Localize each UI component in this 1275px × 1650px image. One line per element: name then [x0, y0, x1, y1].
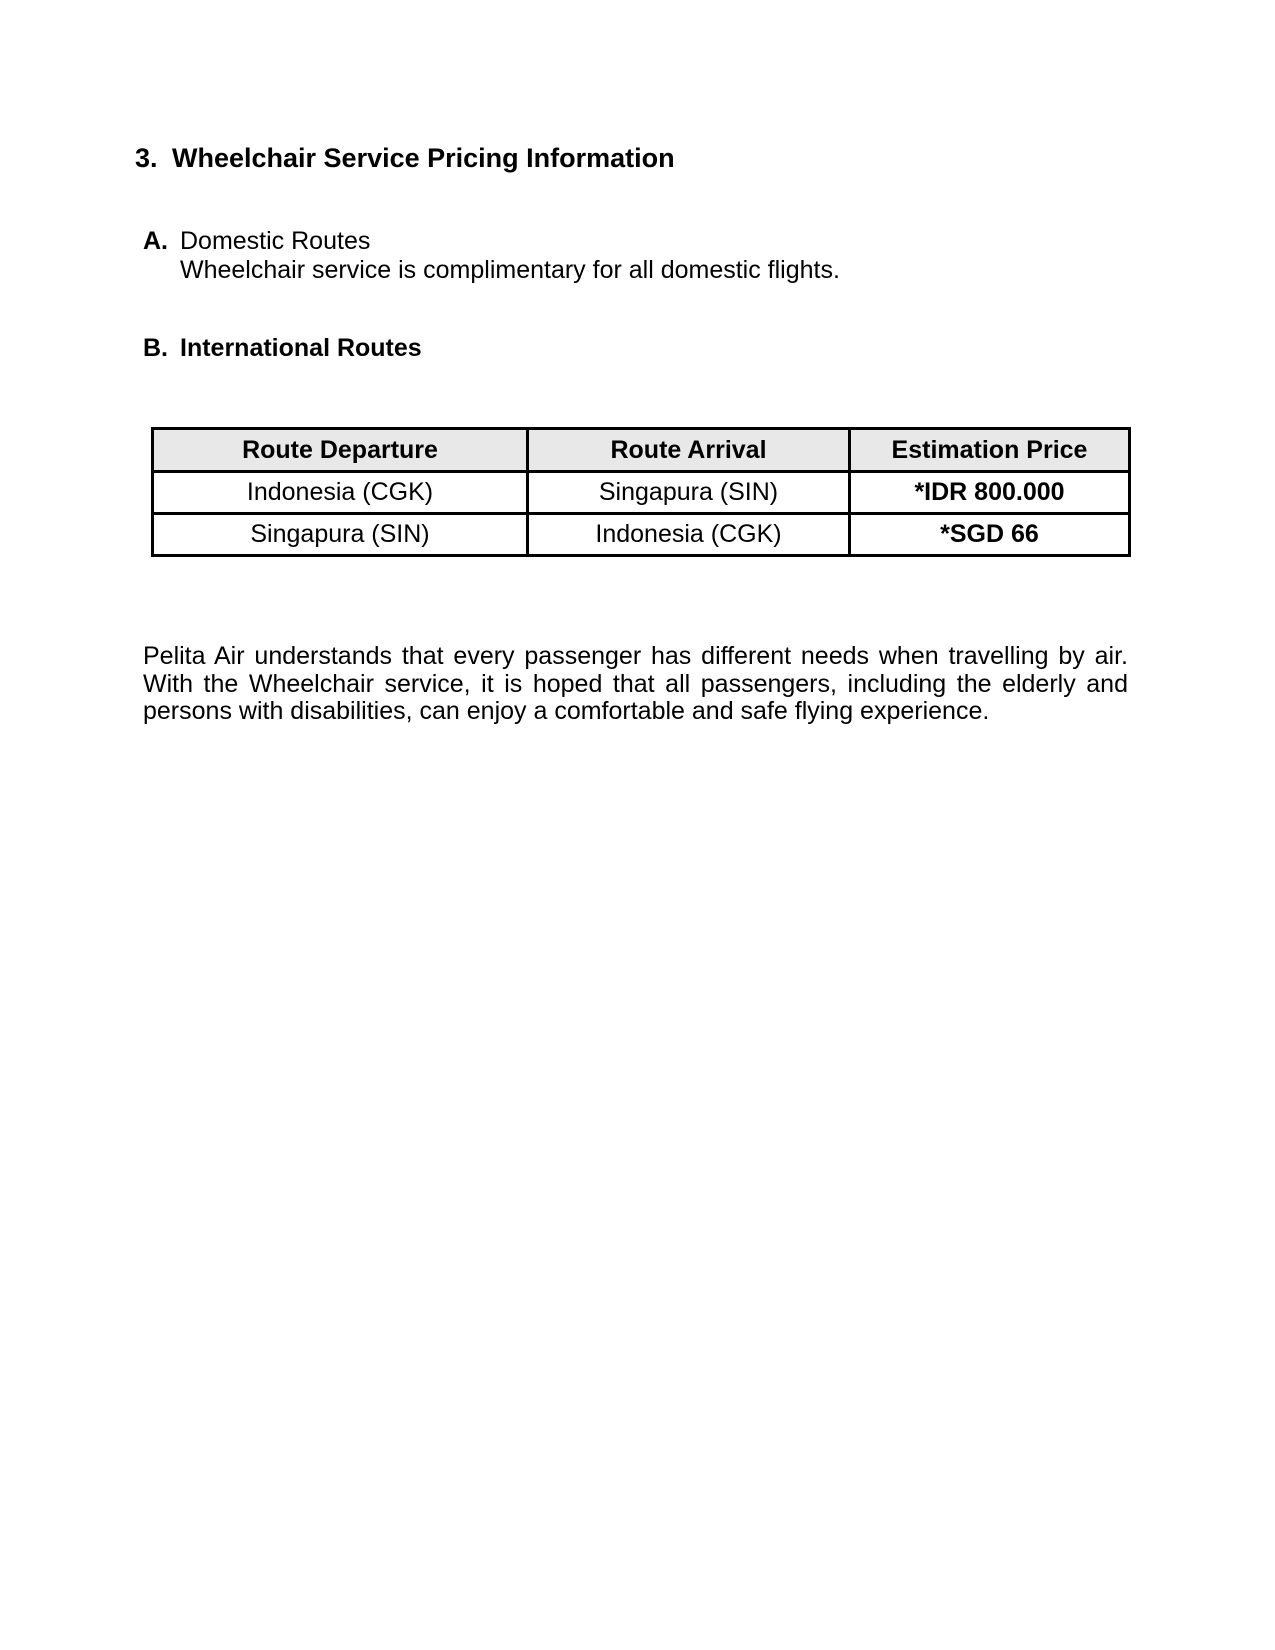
- subsection-domestic-routes: [143, 227, 840, 285]
- closing-paragraph: Pelita Air understands that every passenger has different needs when travelling by air. With the Wheelchair service, it is hoped that all passengers, including the elderly and persons with disabilities, can enjoy a comfortable and safe flying experience.: [143, 642, 1128, 725]
- subsection-b-title: International Routes: [180, 334, 422, 362]
- header-estimation-price: Estimation Price: [850, 429, 1130, 472]
- cell-price-2: *SGD 66: [850, 514, 1130, 556]
- subsection-a-body: Wheelchair service is complimentary for all domestic flights.: [180, 256, 840, 284]
- cell-departure-2: Singapura (SIN): [153, 514, 528, 556]
- cell-price-1: *IDR 800.000: [850, 472, 1130, 514]
- header-route-departure: Route Departure: [153, 429, 528, 472]
- table-header-row: [153, 429, 1130, 472]
- table-row: [153, 472, 1130, 514]
- header-route-arrival: Route Arrival: [528, 429, 850, 472]
- cell-arrival-2: Indonesia (CGK): [528, 514, 850, 556]
- section-number: 3.: [135, 143, 158, 173]
- subsection-b-label: B.: [143, 334, 168, 362]
- subsection-a-content: [180, 227, 840, 285]
- table-row: [153, 514, 1130, 556]
- subsection-a-title: Domestic Routes: [180, 227, 371, 255]
- pricing-table: [151, 427, 1131, 557]
- section-title: Wheelchair Service Pricing Information: [172, 143, 675, 173]
- section-heading: [135, 143, 675, 174]
- subsection-international-routes: [143, 334, 422, 363]
- cell-departure-1: Indonesia (CGK): [153, 472, 528, 514]
- cell-arrival-1: Singapura (SIN): [528, 472, 850, 514]
- subsection-a-label: A.: [143, 227, 168, 255]
